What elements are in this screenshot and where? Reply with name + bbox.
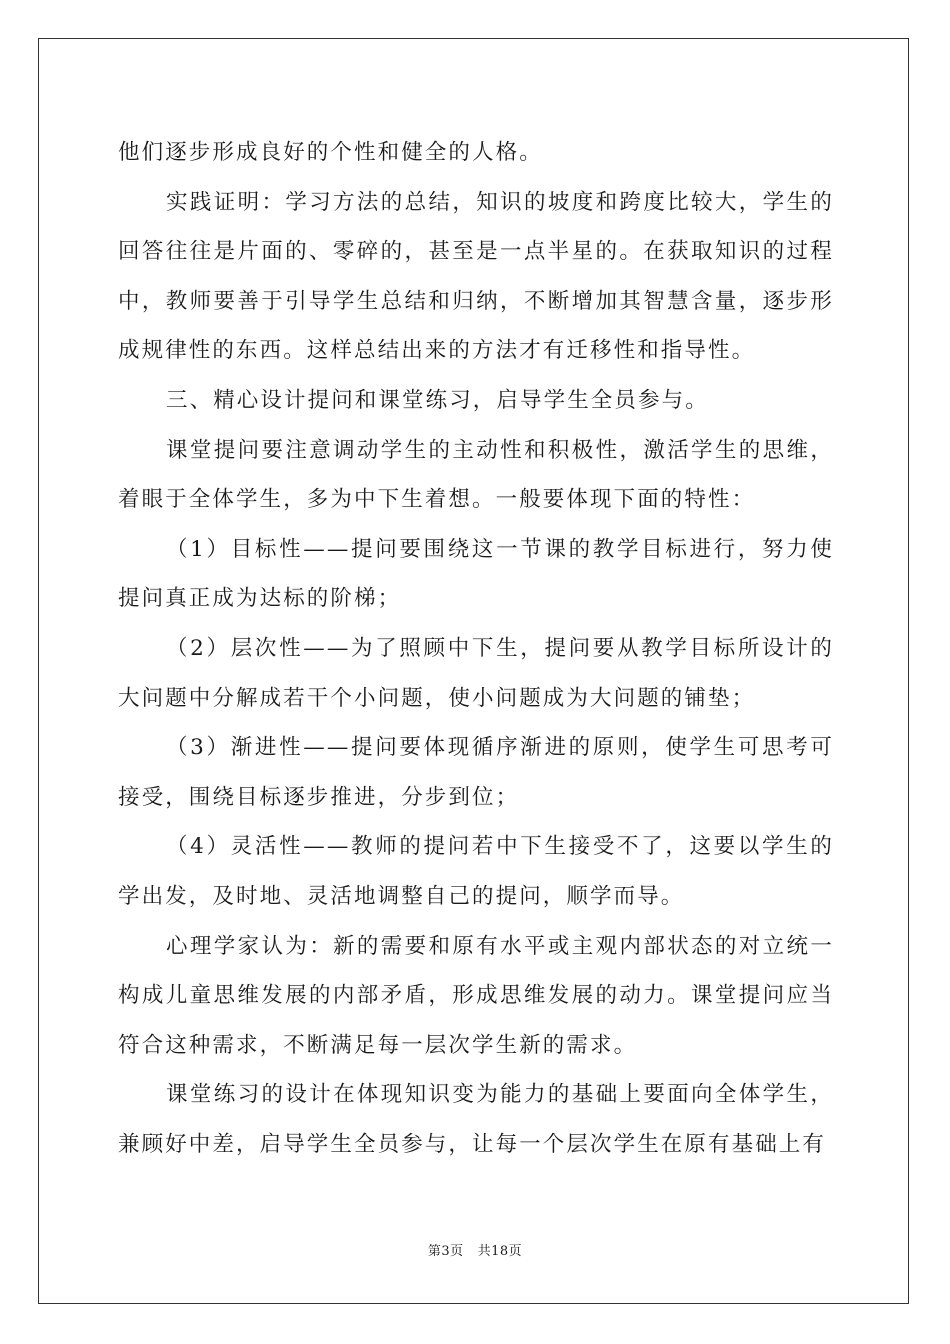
list-item-3: （3）渐进性——提问要体现循序渐进的原则，使学生可思考可接受，围绕目标逐步推进，分步到位； — [118, 735, 834, 810]
paragraph-4: 课堂提问要注意调动学生的主动性和积极性，激活学生的思维，着眼于全体学生，多为中下生着想。一般要体现下面的特性： — [118, 437, 834, 513]
list-item-1: （1）目标性——提问要围绕这一节课的教学目标进行，努力使提问真正成为达标的阶梯； — [118, 536, 834, 612]
page-number: 第3页 — [427, 1244, 464, 1259]
page-total: 共18页 — [477, 1244, 523, 1259]
paragraph-9: 心理学家认为：新的需要和原有水平或主观内部状态的对立统一构成儿童思维发展的内部矛盾，形成思维发展的动力。课堂提问应当符合这种需求，不断满足每一层次学生新的需求。 — [118, 933, 834, 1058]
list-item-2: （2）层次性——为了照顾中下生，提问要从教学目标所设计的大问题中分解成若干个小问题，使小问题成为大问题的铺垫； — [118, 635, 834, 711]
paragraph-2: 实践证明：学习方法的总结，知识的坡度和跨度比较大，学生的回答往往是片面的、零碎的，甚至是一点半星的。在获取知识的过程中，教师要善于引导学生总结和归纳，不断增加其智慧含量，逐步形成规律性的东西。这样总结出来的方法才有迁移性和指导性。 — [118, 189, 834, 364]
paragraph-10: 课堂练习的设计在体现知识变为能力的基础上要面向全体学生，兼顾好中差，启导学生全员参与，让每一个层次学生在原有基础上有 — [118, 1082, 834, 1157]
document-body — [118, 128, 834, 1169]
section-heading-3: 三、精心设计提问和课堂练习，启导学生全员参与。 — [166, 387, 709, 413]
list-item-4: （4）灵活性——教师的提问若中下生接受不了，这要以学生的学出发，及时地、灵活地调整自己的提问，顺学而导。 — [118, 834, 834, 909]
paragraph-1: 他们逐步形成良好的个性和健全的人格。 — [118, 140, 543, 165]
page-footer — [0, 1240, 950, 1259]
